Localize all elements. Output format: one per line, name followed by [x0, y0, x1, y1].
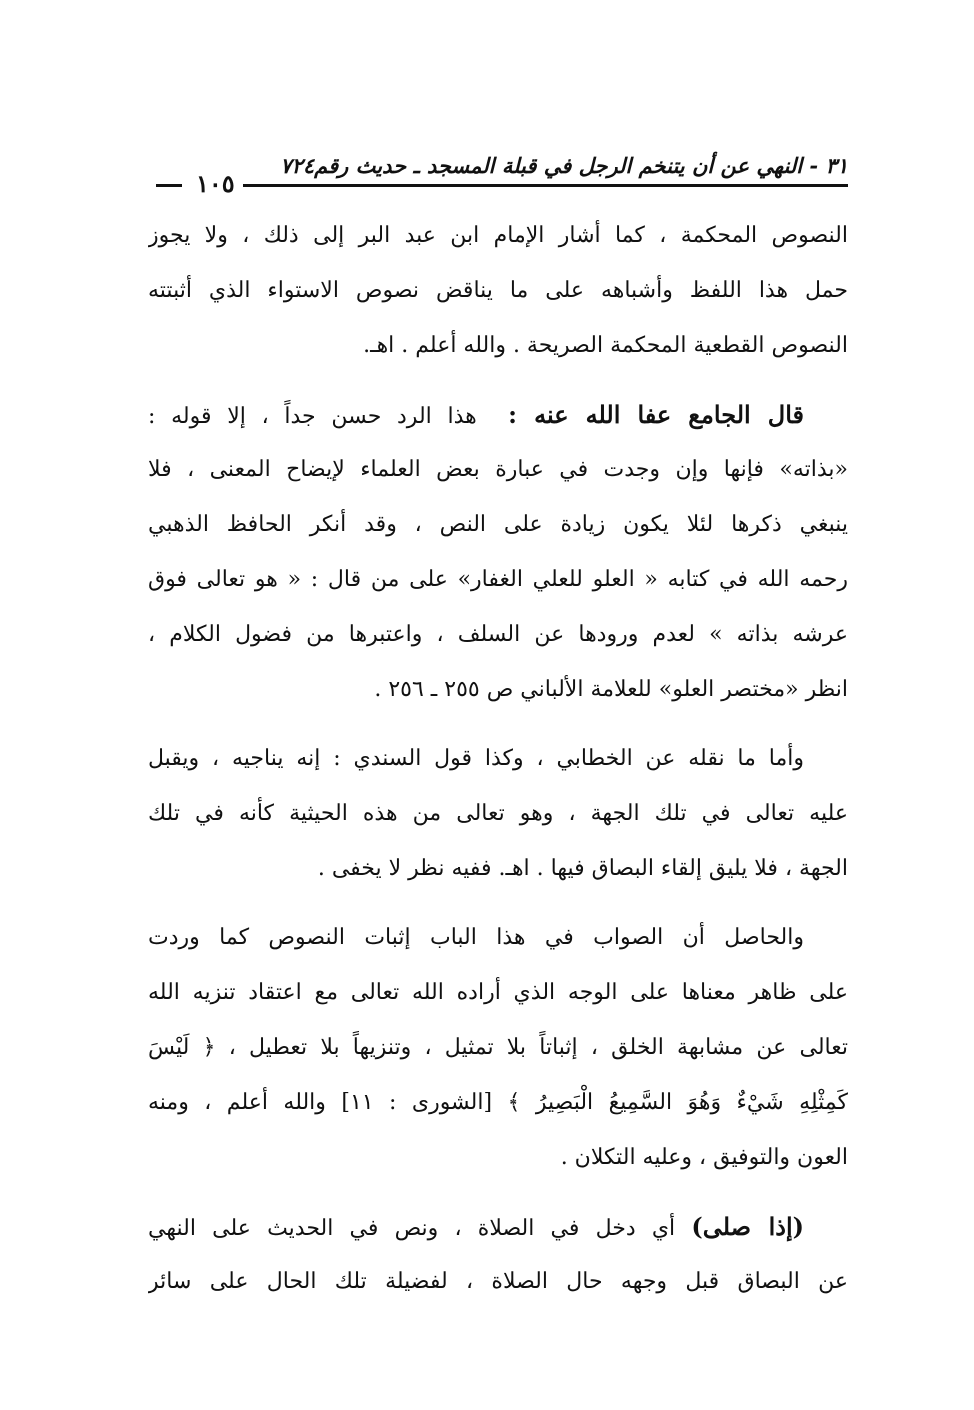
text-line: النصوص القطعية المحكمة الصريحة . والله أعلم . اهـ. — [363, 333, 848, 358]
text-line: انظر «مختصر العلو» للعلامة الألباني ص ٢٥٥ ـ ٢٥٦ . — [374, 677, 848, 702]
text-line: والحاصل أن الصواب في هذا الباب إثبات النصوص كما وردت — [148, 925, 804, 950]
paragraph-3 — [148, 731, 848, 896]
text-line: النصوص المحكمة ، كما أشار الإمام ابن عبد البر إلى ذلك ، ولا يجوز — [148, 223, 848, 248]
author-lead: قال الجامع عفا الله عنه : — [508, 400, 804, 429]
text-line: حمل هذا اللفظ وأشباهه على ما يناقض نصوص الاستواء الذي أثبتته — [148, 278, 848, 303]
text-line: عن البصاق قبل وجهه حال الصلاة ، لفضيلة تلك الحال على سائر — [148, 1269, 848, 1294]
text-span: أي دخل في الصلاة ، ونص في الحديث على النهي — [148, 1216, 676, 1241]
text-line: عليه تعالى في تلك الجهة ، وهو تعالى من هذه الحيثية كأنه في تلك — [148, 801, 848, 826]
text-line: وأما ما نقله عن الخطابي ، وكذا قول السندي : إنه يناجيه ، ويقبل — [148, 746, 804, 771]
running-header — [148, 140, 848, 198]
text-line — [148, 387, 848, 442]
text-line: الجهة ، فلا يليق إلقاء البصاق فيها . اهـ. ففيه نظر لا يخفى . — [317, 856, 848, 881]
header-title: ٣١ - النهي عن أن يتنخم الرجل في قبلة المسجد ـ حديث رقم٧٢٤ — [280, 153, 848, 178]
text-span: هذا الرد حسن جداً ، إلا قوله : — [148, 404, 477, 429]
text-line: عرشه بذاته » لعدم ورودها عن السلف ، واعتبرها من فضول الكلام ، — [148, 622, 848, 647]
paragraph-1 — [148, 208, 848, 373]
hadith-phrase: (إذا صلى) — [691, 1212, 804, 1241]
paragraph-5 — [148, 1199, 848, 1309]
text-line: رحمه الله في كتابه « العلو للعلي الغفار» على من قال : « هو تعالى فوق — [148, 567, 848, 592]
text-line: ينبغي ذكرها لئلا يكون زيادة على النص ، وقد أنكر الحافظ الذهبي — [148, 512, 848, 537]
page-number: ١٠٥ — [196, 169, 235, 198]
body-text — [148, 208, 848, 1309]
text-line: تعالى عن مشابهة الخلق ، إثباتاً بلا تمثيل ، وتنزيهاً بلا تعطيل ، ﴿ لَيْسَ — [148, 1035, 848, 1060]
page-number-dash — [156, 184, 182, 187]
paragraph-2 — [148, 387, 848, 717]
text-line — [148, 1199, 848, 1254]
text-line: العون والتوفيق ، وعليه التكلان . — [560, 1145, 848, 1170]
quran-verse-line: كَمِثْلِهِ شَيْءٌ وَهُوَ السَّمِيعُ الْبَصِيرُ ﴾ [الشورى : ١١] والله أعلم ، ومنه — [148, 1090, 848, 1115]
text-line: على ظاهر معناها على الوجه الذي أراده الله تعالى مع اعتقاد تنزيه الله — [148, 980, 848, 1005]
page-number-wrap — [148, 169, 243, 198]
text-line: «بذاته» فإنها وإن وجدت في عبارة بعض العلماء لإيضاح المعنى ، فلا — [148, 457, 848, 482]
paragraph-4 — [148, 910, 848, 1185]
